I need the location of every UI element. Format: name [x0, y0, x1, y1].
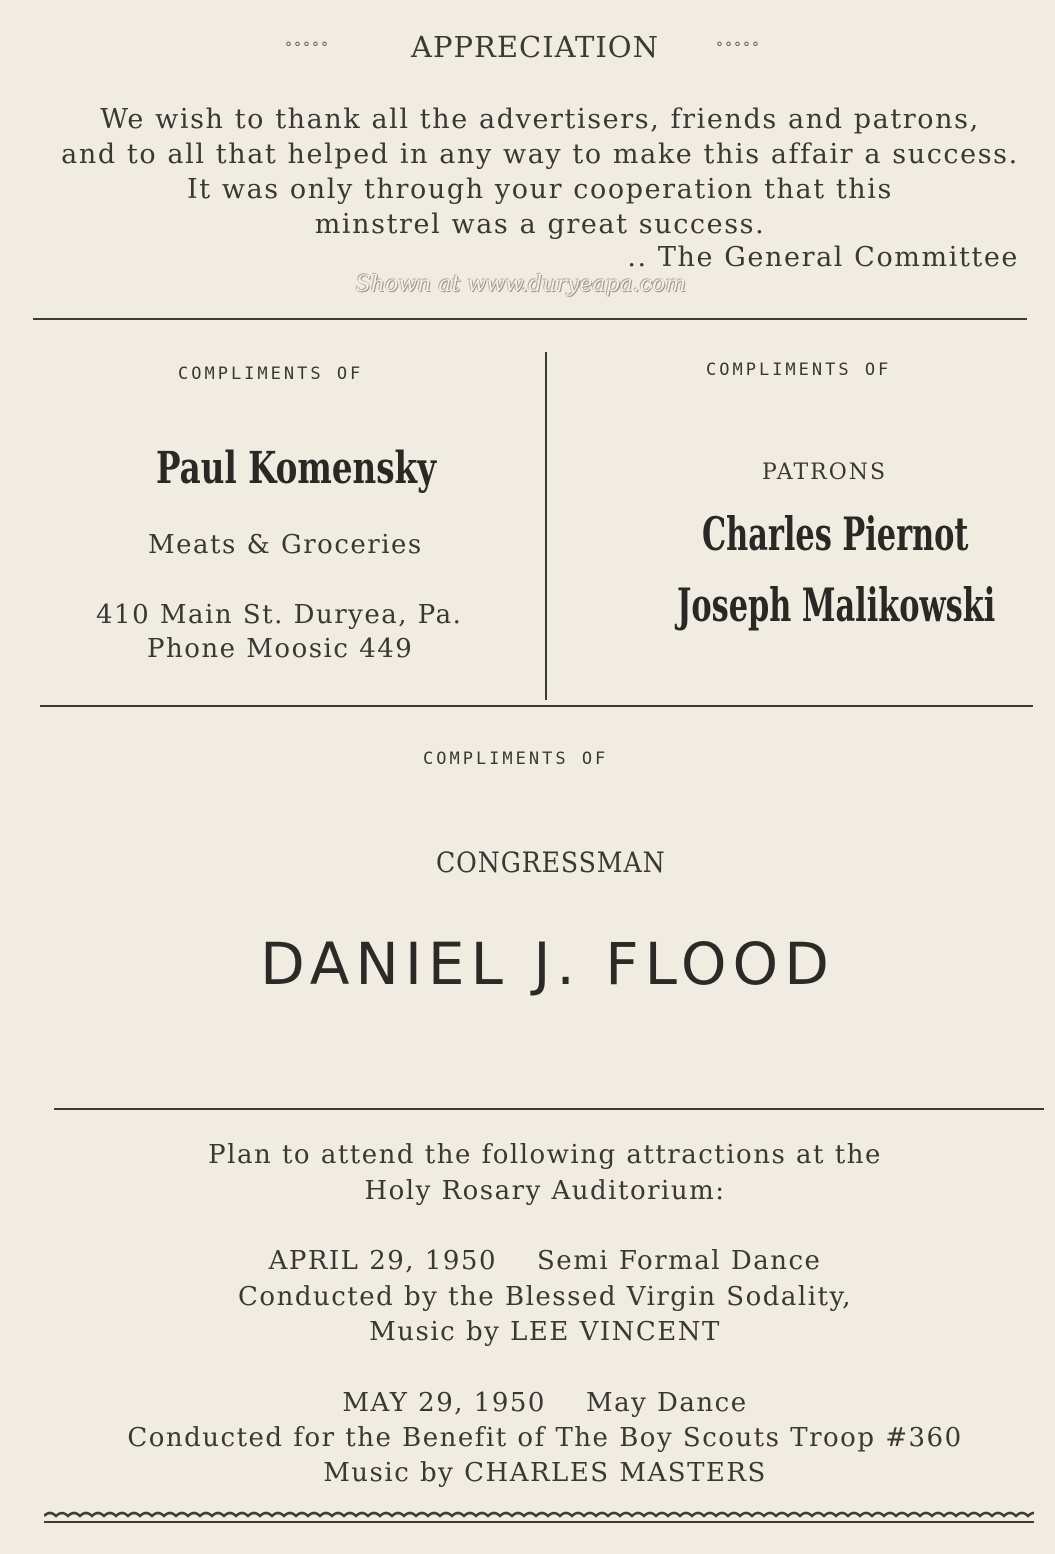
ornament-left: °°°°° [285, 40, 330, 56]
compliments-of-left: COMPLIMENTS OF [178, 364, 364, 384]
patron-name: Charles Piernot [702, 507, 969, 561]
advertiser-name: Paul Komensky [156, 443, 437, 494]
event-title: May Dance [585, 1388, 748, 1418]
divider-vertical [545, 352, 547, 700]
congressman-title: CONGRESSMAN [436, 846, 666, 879]
appreciation-line-4: minstrel was a great success. [314, 209, 766, 240]
attractions-intro-1: Plan to attend the following attractions at the [208, 1140, 882, 1170]
event-date: MAY 29, 1950 [342, 1388, 546, 1418]
patron-name: Joseph Malikowski [677, 578, 996, 632]
advertiser-business: Meats & Groceries [148, 530, 423, 560]
attractions-intro-2: Holy Rosary Auditorium: [364, 1176, 726, 1206]
event-title: Semi Formal Dance [537, 1246, 822, 1276]
advertiser-address: 410 Main St. Duryea, Pa. [96, 600, 463, 630]
divider-lower [54, 1108, 1044, 1110]
site-watermark: Shown at www.duryeapa.com [355, 272, 687, 297]
event-music: Music by CHARLES MASTERS [323, 1458, 767, 1488]
advertiser-phone: Phone Moosic 449 [147, 634, 414, 664]
appreciation-line-3: It was only through your cooperation that this [186, 174, 893, 205]
divider-middle [40, 705, 1033, 707]
appreciation-line-2: and to all that helped in any way to make this affair a success. [61, 139, 1019, 170]
committee-signature: .. The General Committee [627, 242, 1019, 273]
event-music: Music by LEE VINCENT [369, 1317, 721, 1347]
compliments-of-right: COMPLIMENTS OF [706, 360, 892, 380]
event-conducted: Conducted for the Benefit of The Boy Scouts Troop #360 [127, 1423, 963, 1453]
congressman-name: DANIEL J. FLOOD [260, 930, 835, 998]
event-heading [0, 1246, 1055, 1276]
patrons-heading: PATRONS [762, 460, 888, 485]
appreciation-title: APPRECIATION [411, 30, 659, 64]
compliments-of-center: COMPLIMENTS OF [423, 749, 609, 769]
ornament-right: °°°°° [716, 40, 761, 56]
event-conducted: Conducted by the Blessed Virgin Sodality, [238, 1282, 852, 1312]
divider-top [33, 318, 1027, 320]
decorative-bottom-border [44, 1508, 1034, 1528]
event-heading [0, 1388, 1055, 1418]
appreciation-line-1: We wish to thank all the advertisers, friends and patrons, [100, 104, 980, 135]
event-date: APRIL 29, 1950 [268, 1246, 497, 1276]
